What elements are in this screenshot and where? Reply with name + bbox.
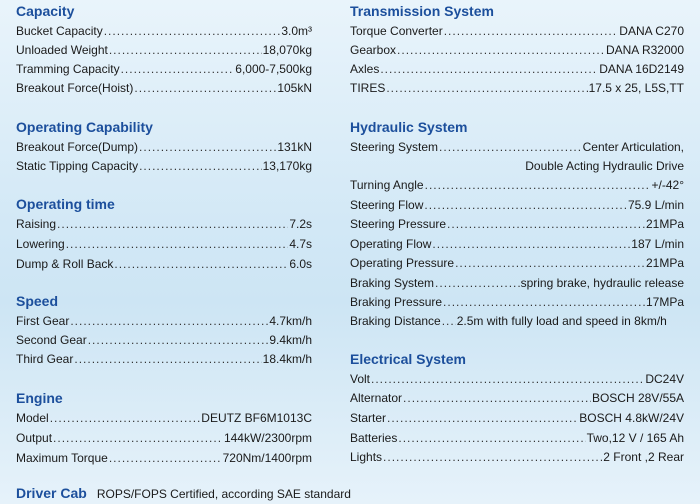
spec-row: Operating Pressure ..... 21MPa	[350, 256, 684, 270]
spec-row: Breakout Force(Hoist) ..... 105kN	[16, 81, 312, 95]
section-title-hydraulic: Hydraulic System	[350, 119, 468, 135]
spec-row: Operating Flow ..... 187 L/min	[350, 237, 684, 251]
spec-row: Breakout Force(Dump) ..... 131kN	[16, 140, 312, 154]
spec-row: First Gear ..... 4.7km/h	[16, 314, 312, 328]
spec-row: Steering Flow ..... 75.9 L/min	[350, 198, 684, 212]
spec-row: Braking System ..... spring brake, hydraulic release	[350, 276, 684, 290]
driver-cab-text: ROPS/FOPS Certified, according SAE standard	[96, 487, 351, 501]
spec-row: Maximum Torque ..... 720Nm/1400rpm	[16, 451, 312, 465]
spec-row: Steering System ..... Center Articulation,	[350, 140, 684, 154]
spec-row-continuation: Double Acting Hydraulic Drive	[525, 159, 684, 173]
section-title-electrical: Electrical System	[350, 351, 466, 367]
spec-row: Bucket Capacity ..... 3.0m³	[16, 24, 312, 38]
spec-row: Lowering ..... 4.7s	[16, 237, 312, 251]
spec-row: TIRES ..... 17.5 x 25, L5S,TT	[350, 81, 684, 95]
spec-row: Model ..... DEUTZ BF6M1013C	[16, 411, 312, 425]
spec-row: Raising ..... 7.2s	[16, 217, 312, 231]
spec-row: Tramming Capacity ..... 6,000-7,500kg	[16, 62, 312, 76]
spec-row: Torque Converter ..... DANA C270	[350, 24, 684, 38]
spec-row: Turning Angle ..... +/-42°	[350, 178, 684, 192]
section-title-speed: Speed	[16, 293, 59, 309]
spec-row: Braking Distance ..... 2.5m with fully load and speed in 8km/h	[350, 314, 684, 328]
spec-row: Static Tipping Capacity ..... 13,170kg	[16, 159, 312, 173]
spec-row: Output ..... 144kW/2300rpm	[16, 431, 312, 445]
spec-row: Alternator ..... BOSCH 28V/55A	[350, 391, 684, 405]
spec-row: Volt ..... DC24V	[350, 372, 684, 386]
spec-row: Third Gear ..... 18.4km/h	[16, 352, 312, 366]
driver-cab-section	[16, 485, 351, 501]
spec-row: Second Gear ..... 9.4km/h	[16, 333, 312, 347]
section-title-operating-time: Operating time	[16, 196, 115, 212]
section-title-driver-cab: Driver Cab	[16, 485, 87, 501]
spec-row: Starter ..... BOSCH 4.8kW/24V	[350, 411, 684, 425]
spec-row: Axles ..... DANA 16D2149	[350, 62, 684, 76]
spec-row: Dump & Roll Back ..... 6.0s	[16, 257, 312, 271]
section-title-engine: Engine	[16, 390, 63, 406]
spec-row: Batteries ..... Two,12 V / 165 Ah	[350, 431, 684, 445]
section-title-capacity: Capacity	[16, 3, 75, 19]
section-title-operating-capability: Operating Capability	[16, 119, 153, 135]
spec-row: Lights ..... 2 Front ,2 Rear	[350, 450, 684, 464]
spec-row: Steering Pressure ..... 21MPa	[350, 217, 684, 231]
section-title-transmission: Transmission System	[350, 3, 494, 19]
spec-row: Braking Pressure ..... 17MPa	[350, 295, 684, 309]
spec-row: Unloaded Weight ..... 18,070kg	[16, 43, 312, 57]
spec-row: Gearbox ..... DANA R32000	[350, 43, 684, 57]
